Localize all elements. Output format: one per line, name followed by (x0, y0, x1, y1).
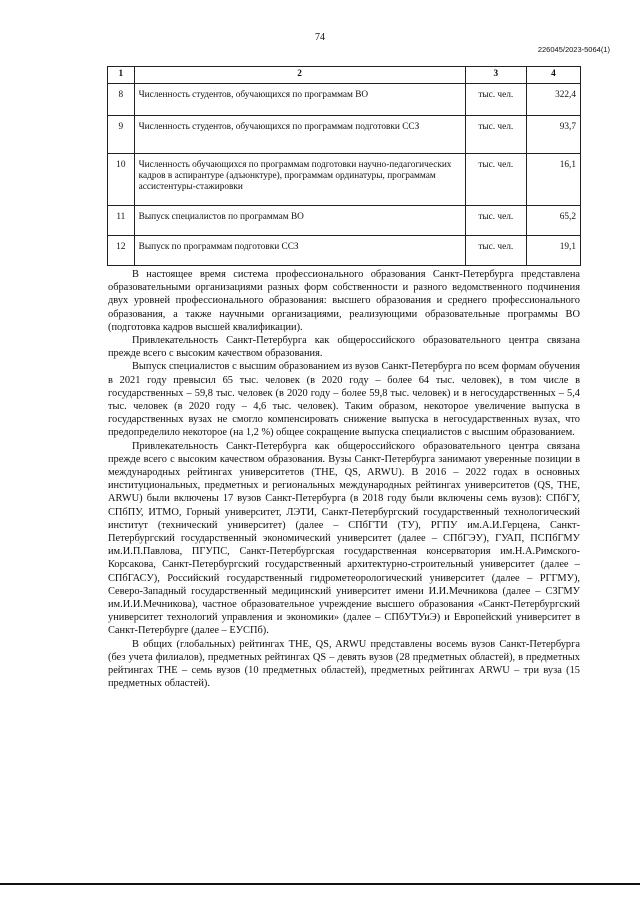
row-unit: тыс. чел. (465, 84, 526, 116)
footer-rule (0, 883, 640, 885)
table-row (108, 84, 581, 116)
row-value: 16,1 (527, 154, 581, 206)
table-row (108, 154, 581, 206)
row-indicator: Выпуск специалистов по программам ВО (134, 206, 465, 236)
row-unit: тыс. чел. (465, 116, 526, 154)
row-indicator: Численность студентов, обучающихся по программам подготовки ССЗ (134, 116, 465, 154)
column-header: 2 (134, 67, 465, 84)
row-number: 8 (108, 84, 135, 116)
paragraph: В настоящее время система профессионального образования Санкт-Петербурга представлена образовательными организациями разных форм собственности и разного ведомственного подчинения двух уровней профессионального образования: высшего образования и среднего профессионального образования, а также научными организациями, реализующими образовательные программы ВО (подготовка кадров высшей квалификации). (108, 269, 580, 333)
row-value: 93,7 (527, 116, 581, 154)
document-id: 226045/2023-5064(1) (537, 45, 610, 54)
row-value: 65,2 (527, 206, 581, 236)
table-row (108, 236, 581, 266)
row-indicator: Выпуск по программам подготовки ССЗ (134, 236, 465, 266)
column-header: 4 (527, 67, 581, 84)
table-row (108, 206, 581, 236)
table-header-row (108, 67, 581, 84)
page-number: 74 (315, 32, 325, 43)
paragraph: В общих (глобальных) рейтингах THE, QS, ARWU представлены восемь вузов Санкт-Петербурга (без учета филиалов), предметных рейтингах QS – девять вузов (28 предметных областей), в предметных рейтингах THE – семь вузов (10 предметных областей), предметных рейтингах ARWU – три вуза (15 предметных областей). (108, 638, 580, 690)
table-row (108, 116, 581, 154)
row-number: 9 (108, 116, 135, 154)
paragraph: Выпуск специалистов с высшим образованием из вузов Санкт-Петербурга по всем формам обучения в 2021 году превысил 65 тыс. человек (в 2020 году – более 64 тыс. человек), в том числе в государственных – 59,8 тыс. человек (в 2020 году – более 59,8 тыс. человек) и в негосударственных – 5,4 тыс. человек (в 2020 году – 4,6 тыс. человек). Таким образом, некоторое увеличение выпуска в государственных вузах не смогло компенсировать снижение выпуска в негосударственных вузах, что предопределило некоторое (на 1,2 %) общее сокращение выпуска специалистов с высшим образованием. (108, 361, 580, 439)
indicators-table (107, 66, 581, 266)
row-number: 10 (108, 154, 135, 206)
body-text (108, 268, 580, 691)
row-value: 322,4 (527, 84, 581, 116)
column-header: 1 (108, 67, 135, 84)
row-number: 11 (108, 206, 135, 236)
row-unit: тыс. чел. (465, 154, 526, 206)
row-number: 12 (108, 236, 135, 266)
paragraph: Привлекательность Санкт-Петербурга как общероссийского образовательного центра связана прежде всего с высоким качеством образования. Вузы Санкт-Петербурга занимают уверенные позиции в международных рейтингах университетов (THE, QS, ARWU). В 2016 – 2022 годах в основных институциональных, предметных и региональных международных рейтингах университетов (QS, THE, ARWU) были включены 17 вузов Санкт-Петербурга (в 2018 году были включены семь вузов): СПбГУ, СПбПУ, ИТМО, Горный университет, ЛЭТИ, Санкт-Петербургский государственный технологический институт (технический университет) (далее – СПбГТИ (ТУ), РГПУ им.А.И.Герцена, Санкт-Петербургский государственный экономический университет (далее – СПбГЭУ), ГУАП, ПСПбГМУ им.И.П.Павлова, ПГУПС, Санкт-Петербургская государственная консерватория им.Н.А.Римского-Корсакова, Санкт-Петербургский государственный архитектурно-строительный университет (далее – СПбГАСУ), Российский государственный гидрометеорологический университет (далее – РГГМУ), Северо-Западный государственный медицинский университет имени И.И.Мечникова (далее – СЗГМУ им.И.И.Мечникова), частное образовательное учреждение высшего образования «Санкт-Петербургский университет технологий управления и экономики» (далее – СПбУТУиЭ) и Европейский университет в Санкт-Петербурге (далее – ЕУСПб). (108, 440, 580, 637)
row-indicator: Численность студентов, обучающихся по программам ВО (134, 84, 465, 116)
paragraph: Привлекательность Санкт-Петербурга как общероссийского образовательного центра связана прежде всего с высоким качеством образования. (108, 335, 580, 360)
row-value: 19,1 (527, 236, 581, 266)
row-indicator: Численность обучающихся по программам подготовки научно-педагогических кадров в аспирантуре (адъюнктуре), программам ординатуры, программам ассистентуры-стажировки (134, 154, 465, 206)
row-unit: тыс. чел. (465, 236, 526, 266)
row-unit: тыс. чел. (465, 206, 526, 236)
column-header: 3 (465, 67, 526, 84)
